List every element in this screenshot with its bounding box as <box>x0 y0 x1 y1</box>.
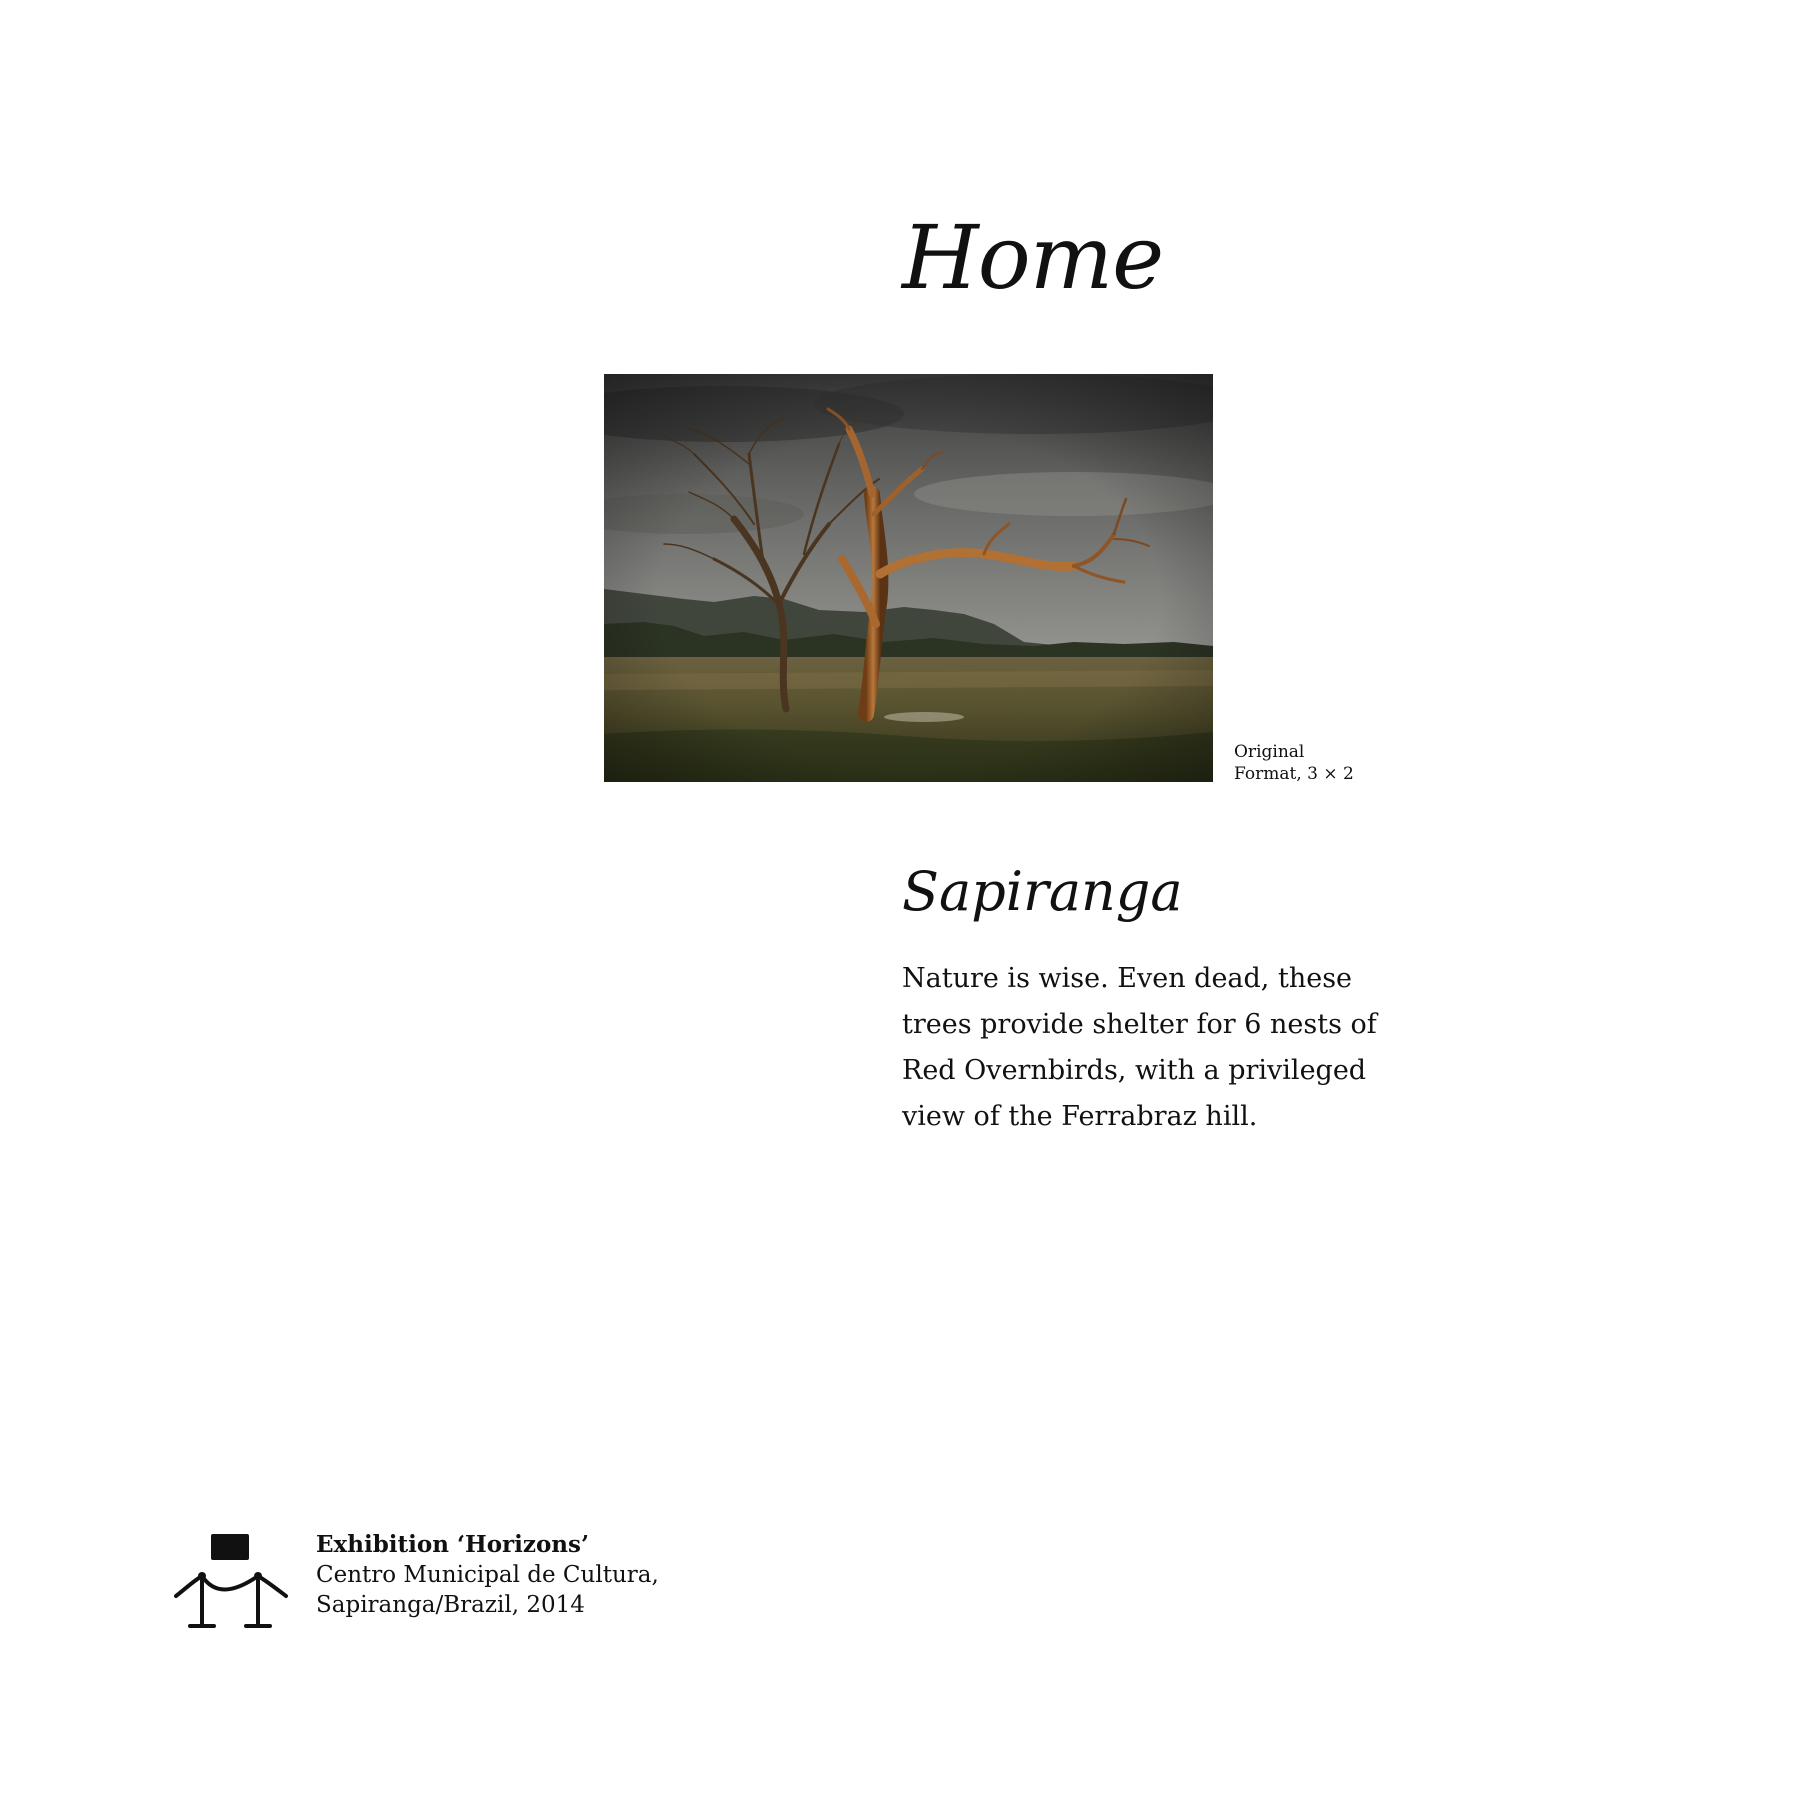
footer-venue-line-1: Centro Municipal de Cultura, <box>316 1562 659 1588</box>
page-title: Home <box>902 206 1164 309</box>
format-note <box>1234 741 1354 785</box>
landscape-photo <box>604 374 1213 782</box>
entry-description: Nature is wise. Even dead, these trees provide shelter for 6 nests of Red Overnbirds, with a privileged view of the Ferrabraz hill. <box>902 963 1377 1132</box>
footer-credit <box>316 1530 659 1620</box>
footer-venue-line-2: Sapiranga/Brazil, 2014 <box>316 1592 585 1618</box>
format-note-line-1: Original <box>1234 742 1305 762</box>
entry-title: Sapiranga <box>902 860 1183 923</box>
footer-exhibition-name: Exhibition ‘Horizons’ <box>316 1531 589 1558</box>
exhibition-stanchion-icon <box>174 1532 288 1628</box>
format-note-line-2: Format, 3 × 2 <box>1234 764 1354 784</box>
